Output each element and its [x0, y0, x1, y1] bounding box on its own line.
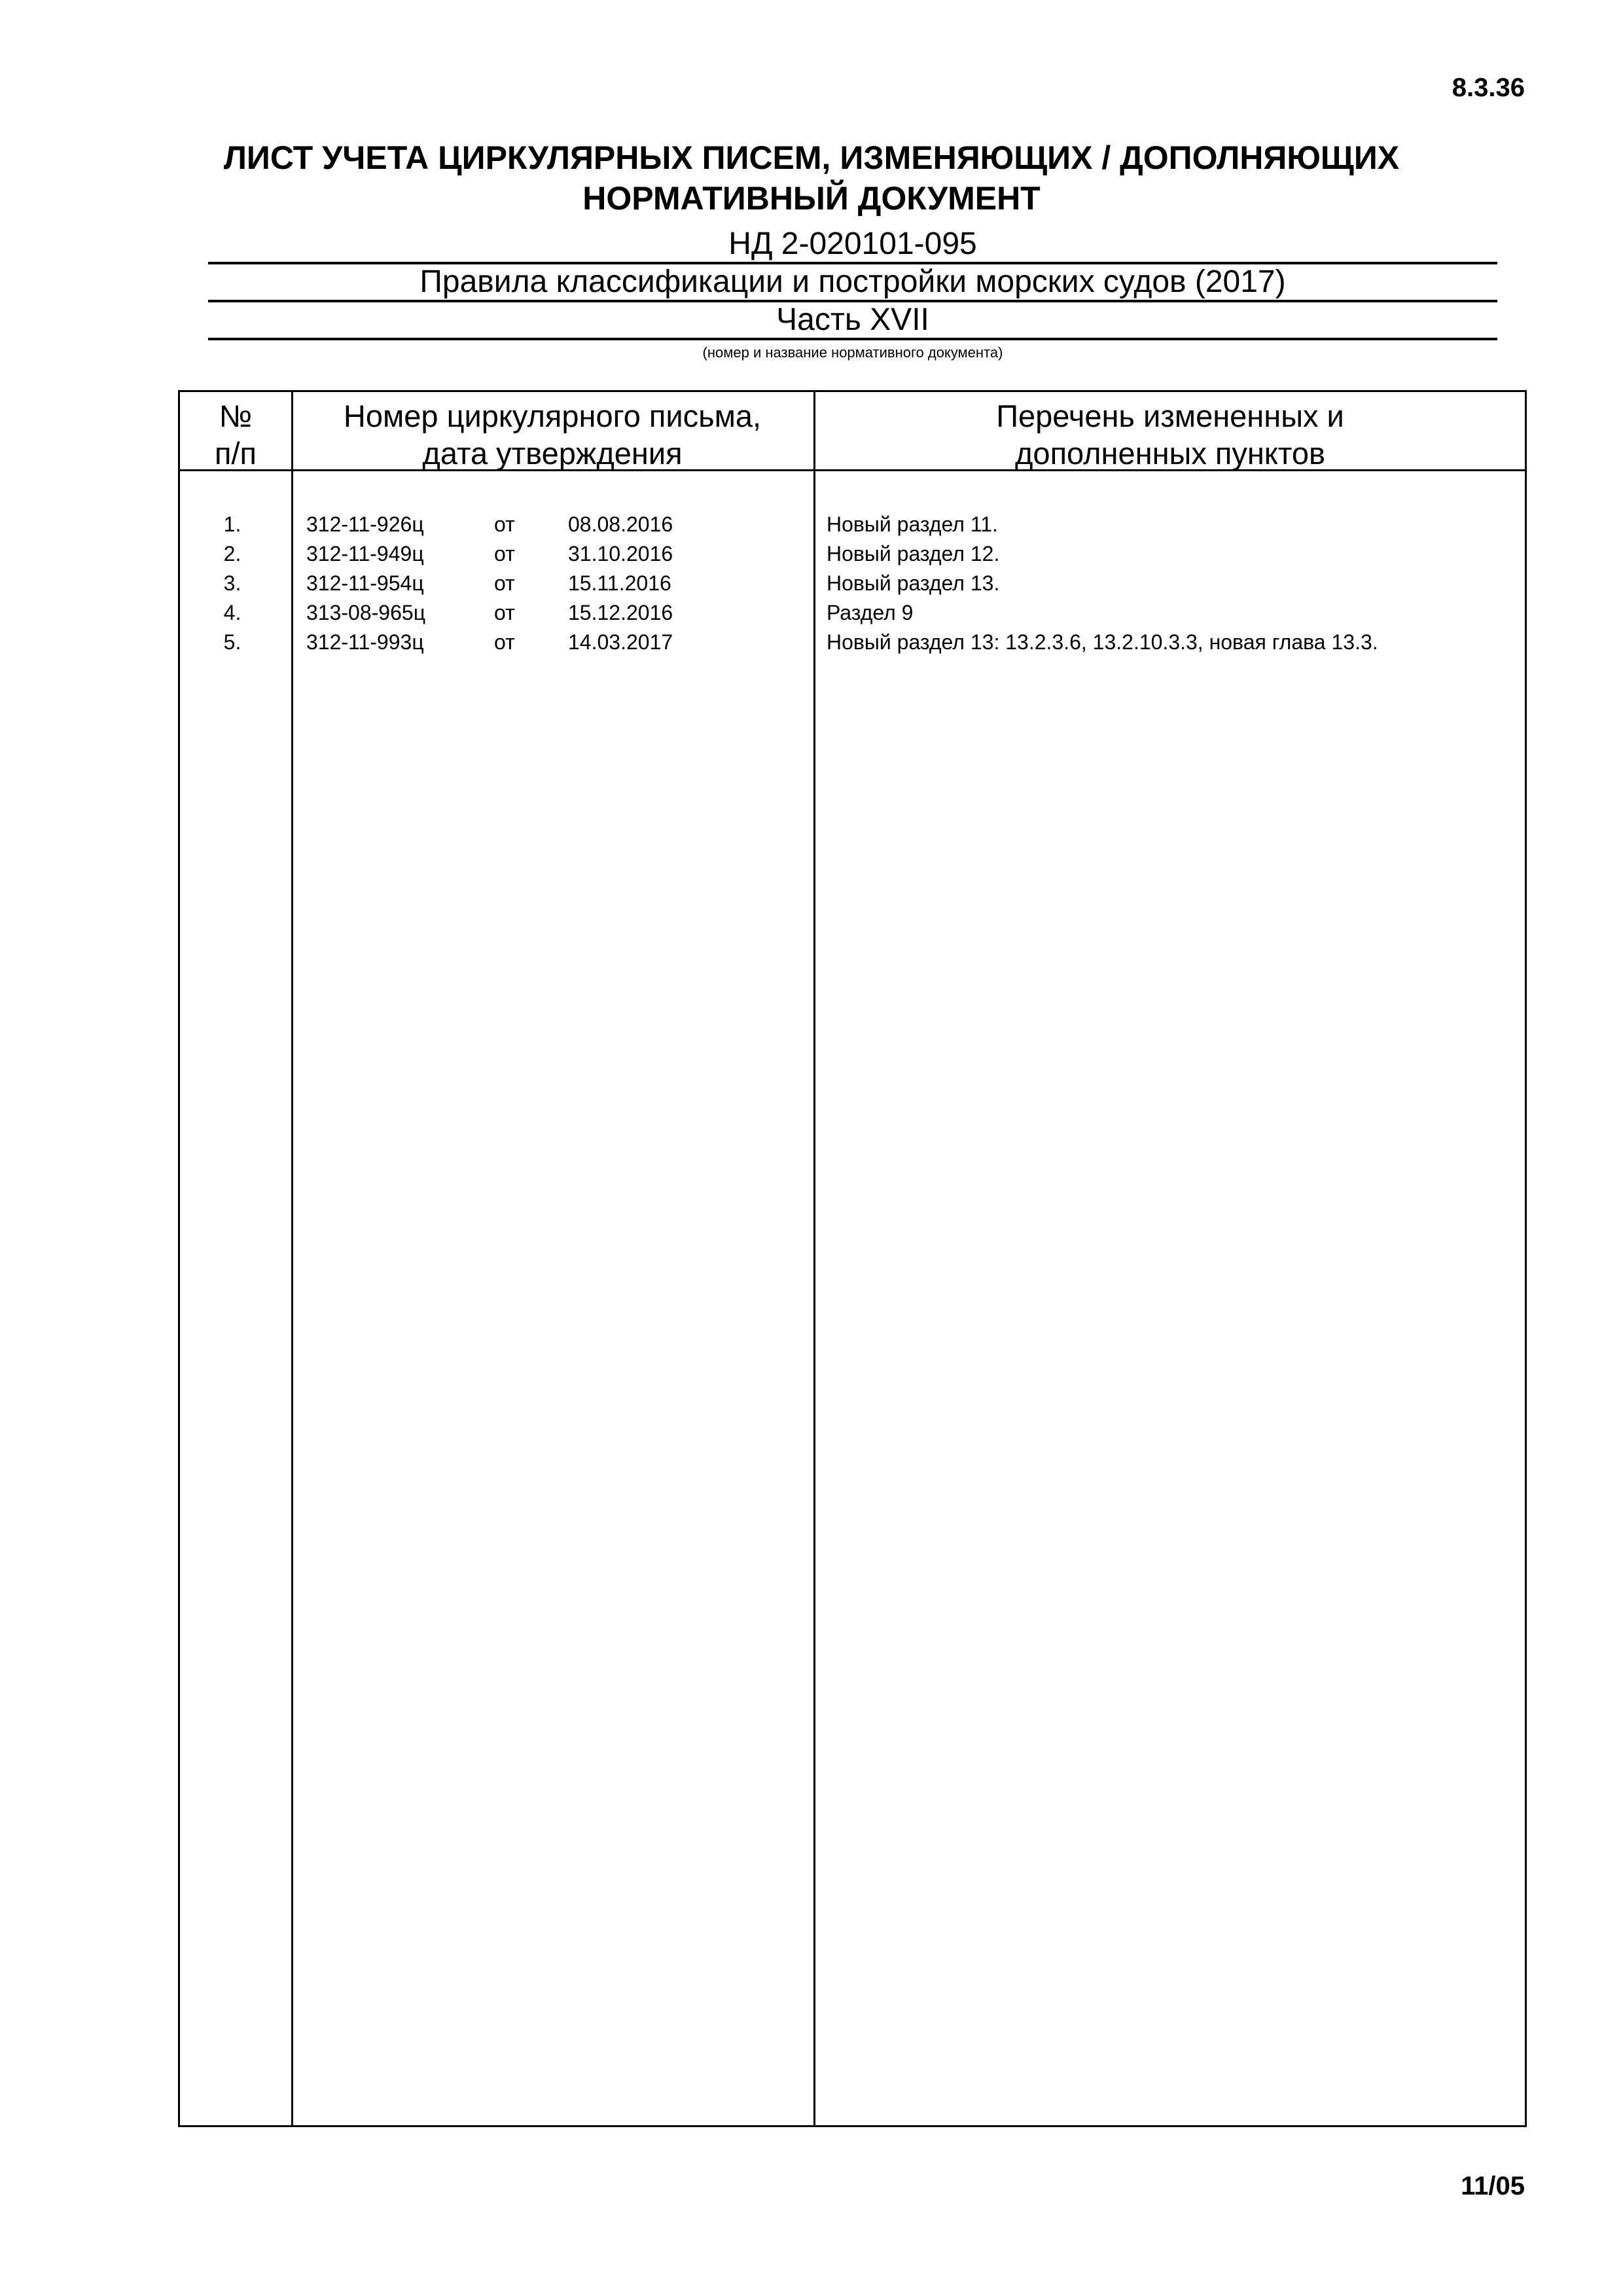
nd-part: Часть XVII	[208, 302, 1497, 340]
letter-number: 312-11-949ц	[306, 542, 424, 565]
letter-date: 08.08.2016	[568, 512, 673, 536]
column-header-letter-line-2: дата утверждения	[422, 436, 683, 471]
column-header-number	[180, 397, 291, 472]
record-table	[178, 390, 1527, 2127]
table-row	[180, 510, 1525, 539]
letter-date: 15.12.2016	[568, 601, 673, 624]
letter-ot: от	[494, 512, 515, 536]
row-number: 1.	[223, 512, 241, 536]
column-header-letter-line-1: Номер циркулярного письма,	[343, 399, 762, 433]
column-header-number-line-1: №	[219, 399, 253, 433]
row-number: 2.	[223, 542, 241, 565]
table-row	[180, 598, 1525, 628]
letter-ot: от	[494, 571, 515, 595]
letter-number: 312-11-954ц	[306, 571, 424, 595]
letter-ot: от	[494, 542, 515, 565]
table-row	[180, 539, 1525, 569]
changed-items: Новый раздел 13.	[827, 571, 1000, 595]
row-number: 3.	[223, 571, 241, 595]
nd-title: Правила классификации и постройки морских судов (2017)	[208, 264, 1497, 302]
letter-date: 15.11.2016	[568, 571, 671, 595]
letter-date: 31.10.2016	[568, 542, 673, 565]
column-header-changes	[813, 397, 1527, 472]
column-header-letter	[291, 397, 813, 472]
page-number: 11/05	[1461, 2172, 1525, 2200]
changed-items: Новый раздел 13: 13.2.3.6, 13.2.10.3.3, новая глава 13.3.	[827, 630, 1378, 654]
document-title	[0, 137, 1623, 219]
nd-caption: (номер и название нормативного документа)	[702, 344, 1003, 361]
letter-number: 313-08-965ц	[306, 601, 426, 624]
table-row	[180, 569, 1525, 598]
letter-date: 14.03.2017	[568, 630, 673, 654]
letter-ot: от	[494, 601, 515, 624]
column-header-changes-line-1: Перечень измененных и	[996, 399, 1344, 433]
row-number: 5.	[223, 630, 241, 654]
column-header-changes-line-2: дополненных пунктов	[1015, 436, 1325, 471]
nd-number: НД 2-020101-095	[208, 226, 1497, 264]
title-line-1: ЛИСТ УЧЕТА ЦИРКУЛЯРНЫХ ПИСЕМ, ИЗМЕНЯЮЩИХ / ДОПОЛНЯЮЩИХ	[223, 139, 1400, 176]
letter-number: 312-11-926ц	[306, 512, 424, 536]
changed-items: Раздел 9	[827, 601, 914, 624]
table-row	[180, 628, 1525, 657]
form-code: 8.3.36	[1452, 73, 1525, 102]
changed-items: Новый раздел 11.	[827, 512, 998, 536]
changed-items: Новый раздел 12.	[827, 542, 1000, 565]
column-header-number-line-2: п/п	[215, 436, 257, 471]
title-line-2: НОРМАТИВНЫЙ ДОКУМЕНТ	[582, 180, 1041, 217]
letter-number: 312-11-993ц	[306, 630, 424, 654]
letter-ot: от	[494, 630, 515, 654]
row-number: 4.	[223, 601, 241, 624]
